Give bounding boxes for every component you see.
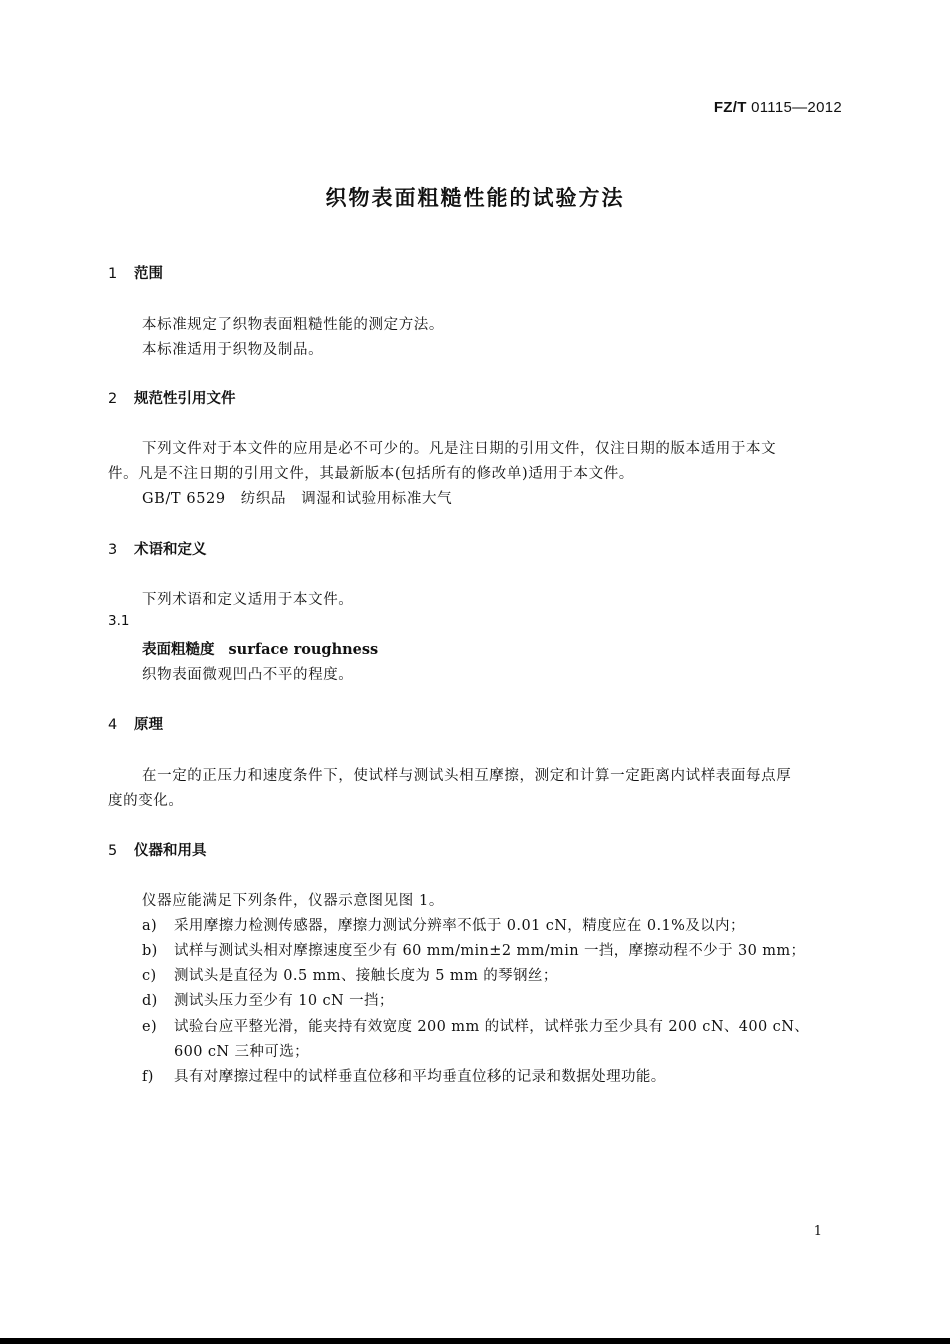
section-title: 原理 [134,717,163,733]
page-number: 1 [813,1224,822,1239]
list-label: a) [142,918,158,934]
section-title: 规范性引用文件 [134,391,236,407]
section-number: 5 [108,843,118,859]
section-number: 4 [108,717,118,733]
section-3-heading [108,538,207,559]
list-text: 测试头压力至少有 10 cN 一挡； [174,993,394,1009]
list-text: 试样与测试头相对摩擦速度至少有 60 mm/min±2 mm/min 一挡，摩擦动程不少于 30 mm； [174,943,806,959]
term-chinese: 表面粗糙度 [142,641,215,658]
section-1-heading [108,262,163,283]
bottom-border [0,1338,950,1344]
section-5-heading [108,839,207,860]
list-item [142,1015,809,1036]
section-2-heading [108,387,236,408]
paragraph: 仪器应能满足下列条件，仪器示意图见图 1。 [142,893,444,909]
list-label: d) [142,993,158,1009]
section-4-heading [108,713,163,734]
list-item [142,1065,666,1086]
section-title: 范围 [134,266,163,282]
paragraph-line: 度的变化。 [108,793,184,809]
paragraph-line: 下列文件对于本文件的应用是必不可少的。凡是注日期的引用文件，仅注日期的版本适用于本文 [142,441,777,457]
list-label: c) [142,968,157,984]
document-title: 织物表面粗糙性能的试验方法 [325,186,625,210]
section-number: 3 [108,542,118,558]
section-title: 术语和定义 [134,542,207,558]
list-text: 采用摩擦力检测传感器，摩擦力测试分辨率不低于 0.01 cN，精度应在 0.1%及以内； [174,918,745,934]
list-text: 具有对摩擦过程中的试样垂直位移和平均垂直位移的记录和数据处理功能。 [174,1069,666,1085]
list-label: e) [142,1019,158,1035]
standard-code [714,99,842,116]
section-number: 2 [108,391,118,407]
list-text: 试验台应平整光滑，能夹持有效宽度 200 mm 的试样，试样张力至少具有 200 cN、400 cN、 [174,1019,810,1035]
term-english: surface roughness [228,641,379,658]
list-item [142,989,394,1010]
standard-number: 01115—2012 [751,99,842,116]
list-label: b) [142,943,158,959]
paragraph: 本标准规定了织物表面粗糙性能的测定方法。 [142,317,444,333]
list-label: f) [142,1069,154,1085]
paragraph: 下列术语和定义适用于本文件。 [142,592,354,608]
section-number: 1 [108,266,118,282]
subsection-number: 3.1 [108,613,130,629]
paragraph: 本标准适用于织物及制品。 [142,342,324,358]
term-entry [142,638,378,659]
section-title: 仪器和用具 [134,843,207,859]
list-item [142,964,558,985]
paragraph-line: 在一定的正压力和速度条件下，使试样与测试头相互摩擦，测定和计算一定距离内试样表面每点厚 [142,768,792,784]
term-definition: 织物表面微观凹凸不平的程度。 [142,667,354,683]
list-item [142,939,805,960]
list-item [142,914,745,935]
paragraph-line: 件。凡是不注日期的引用文件，其最新版本(包括所有的修改单)适用于本文件。 [108,466,634,482]
list-item-continuation: 600 cN 三种可选； [174,1044,310,1060]
normative-reference: GB/T 6529 纺织品 调湿和试验用标准大气 [142,491,453,507]
standard-prefix: FZ/T [713,99,747,116]
list-text: 测试头是直径为 0.5 mm、接触长度为 5 mm 的琴钢丝； [174,968,558,984]
